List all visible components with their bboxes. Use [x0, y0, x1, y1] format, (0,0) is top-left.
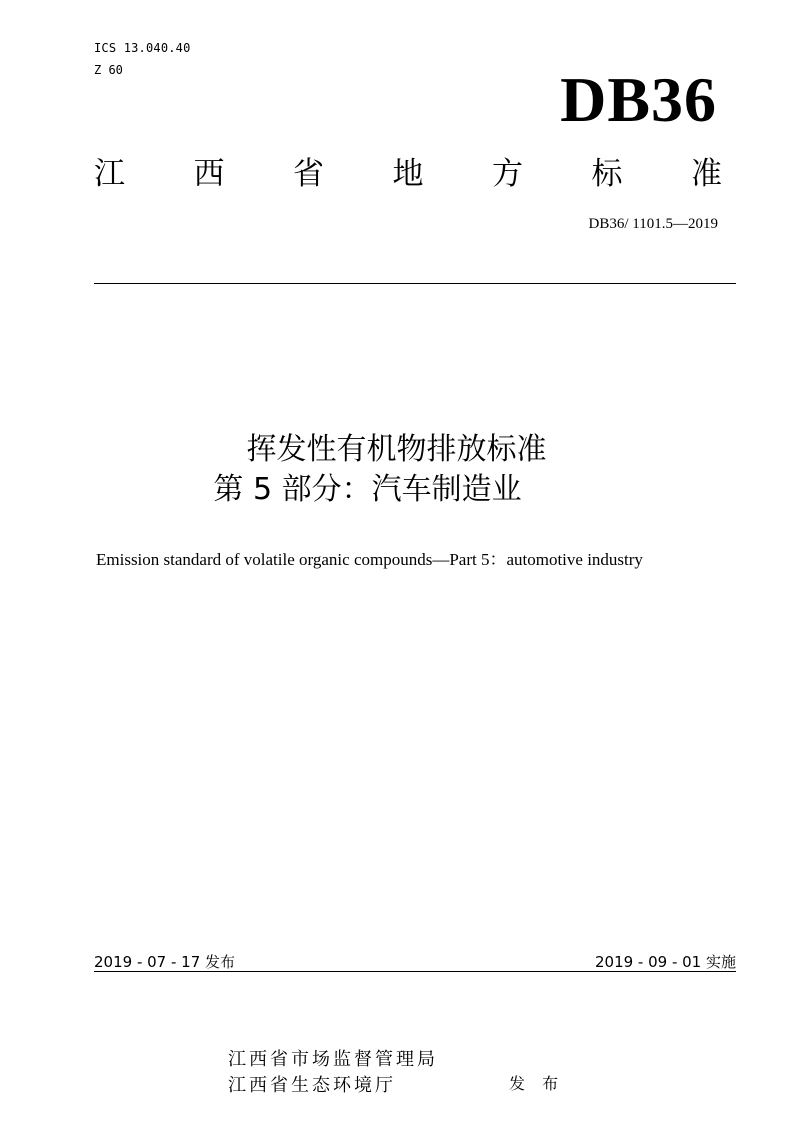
title-char: 江: [94, 156, 125, 192]
implementation-date: 2019 - 09 - 01 实施: [594, 953, 736, 971]
title-cn-line-2: 第 5 部分：汽车制造业: [213, 472, 522, 507]
title-cn-line-1: 挥发性有机物排放标准: [246, 432, 547, 467]
header-divider: [94, 283, 736, 284]
publisher-1: 江西省市场监督管理局: [228, 1049, 438, 1070]
footer-divider: [94, 971, 736, 972]
document-title-cn: [0, 430, 793, 510]
title-char: 地: [392, 156, 424, 192]
document-title-en: Emission standard of volatile organic compounds—Part 5：automotive industry: [96, 550, 643, 569]
title-char: 省: [293, 156, 324, 192]
title-char: 标: [591, 156, 623, 192]
title-char: 准: [691, 156, 722, 192]
issue-date: 2019 - 07 - 17 发布: [94, 953, 236, 971]
title-char: 方: [492, 156, 523, 192]
standard-logo: DB36: [560, 64, 717, 135]
publisher-2: 江西省生态环境厅: [228, 1075, 396, 1096]
title-char: 西: [193, 156, 225, 192]
standard-number: DB36/ 1101.5—2019: [588, 216, 718, 232]
standard-type-title: [94, 154, 722, 194]
ics-code: ICS 13.040.40: [94, 41, 191, 55]
publish-label: 发 布: [509, 1074, 565, 1093]
classification-code: Z 60: [94, 63, 123, 77]
